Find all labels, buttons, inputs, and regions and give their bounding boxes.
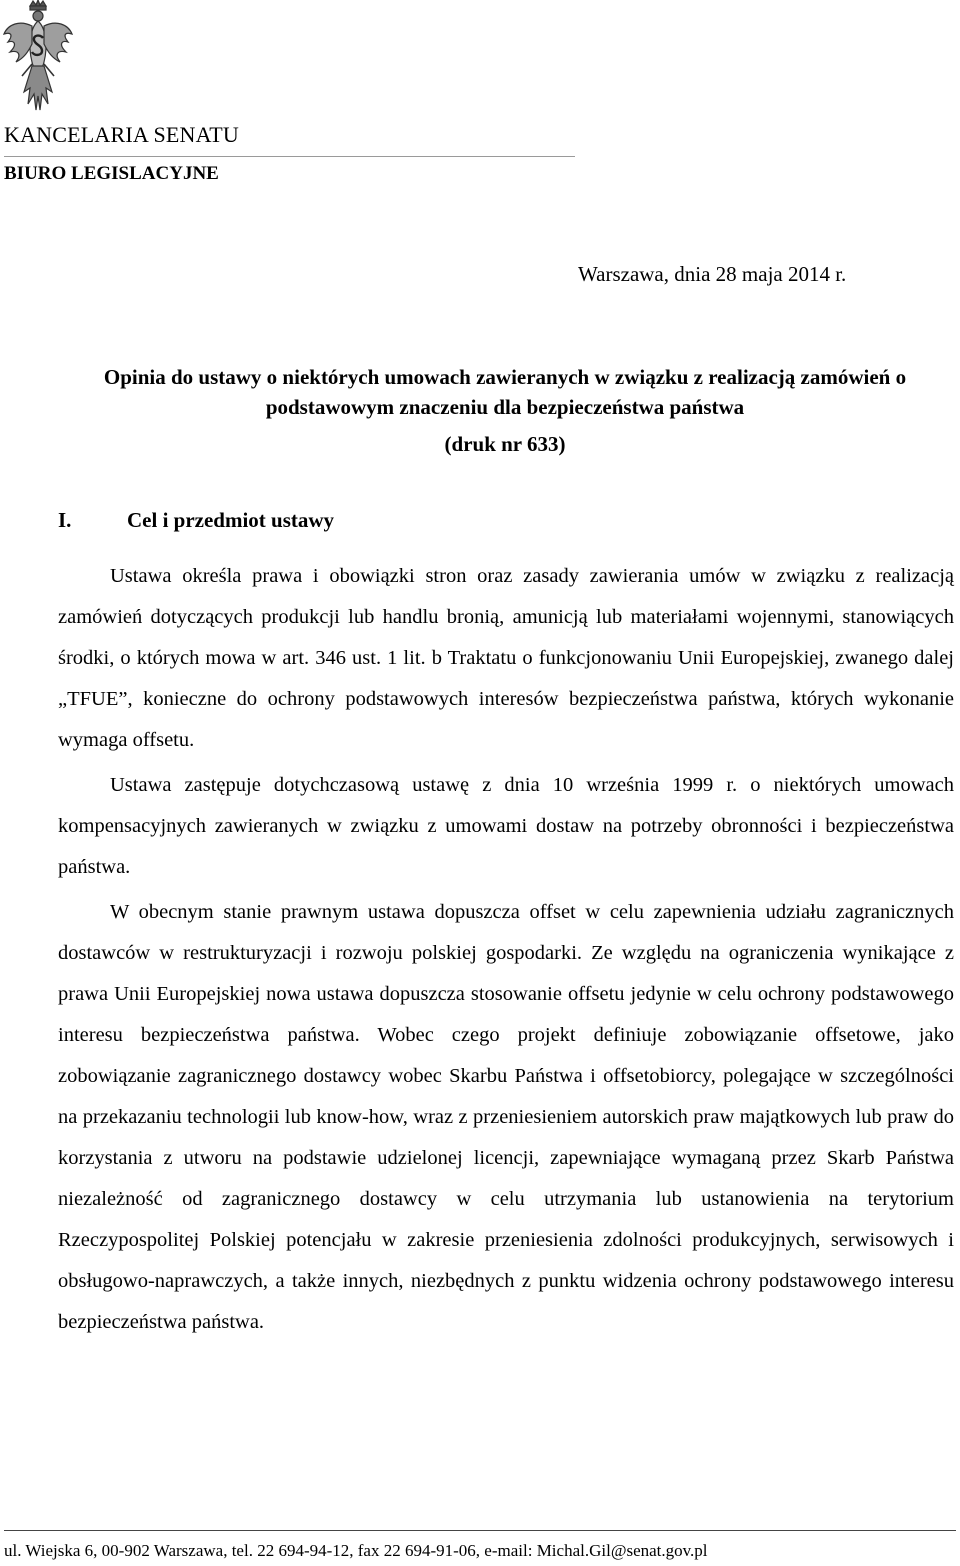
department-name: BIURO LEGISLACYJNE [4,163,219,184]
section-number: I. [58,508,72,532]
organization-name: KANCELARIA SENATU [4,122,240,147]
section-body [58,556,954,1343]
document-subtitle: (druk nr 633) [444,432,566,456]
body-paragraph: Ustawa określa prawa i obowiązki stron oraz zasady zawierania umów w związku z realizacją zamówień dotyczących produkcji lub handlu bronią, amunicją lub materiałami wojennymi, stanowiących środki, o których mowa w art. 346 ust. 1 lit. b Traktatu o funkcjonowaniu Unii Europejskiej, zwanego dalej „TFUE”, konieczne do ochrony podstawowych interesów bezpieczeństwa państwa, których wykonanie wymaga offsetu. [58,565,954,751]
document-title: Opinia do ustawy o niektórych umowach zawieranych w związku z realizacją zamówień o podstawowym znaczeniu dla bezpieczeństwa państwa [103,365,907,419]
body-paragraph: W obecnym stanie prawnym ustawa dopuszcza offset w celu zapewnienia udziału zagranicznych dostawców w restrukturyzacji i rozwoju polskiej gospodarki. Ze względu na ograniczenia wynikające z prawa Unii Europejskiej nowa ustawa dopuszcza stosowanie offsetu jedynie w celu ochrony podstawowego interesu bezpieczeństwa państwa. Wobec czego projekt definiuje zobowiązanie offsetowe, jako zobowiązanie zagranicznego dostawcy wobec Skarbu Państwa i offsetobiorcy, polegające w szczególności na przekazaniu technologii lub know-how, wraz z przeniesieniem autorskich praw majątkowych lub praw do korzystania z utworu na podstawie udzielonej licencji, zapewniające wymaganą przez Skarb Państwa niezależność od zagranicznego dostawcy w celu utrzymania lub ustanowienia na terytorium Rzeczypospolitej Polskiej potencjału w zakresie przeniesienia zdolności produkcyjnych, serwisowych i obsługowo-naprawczych, a także innych, niezbędnych z punktu widzenia ochrony podstawowego interesu bezpieczeństwa państwa. [58,901,954,1333]
footer-contact: ul. Wiejska 6, 00-902 Warszawa, tel. 22 694-94-12, fax 22 694-91-06, e-mail: Michal.Gil@senat.gov.pl [4,1541,708,1560]
footer-divider [4,1530,956,1531]
senate-eagle-emblem-icon [2,0,74,118]
body-paragraph: Ustawa zastępuje dotychczasową ustawę z dnia 10 września 1999 r. o niektórych umowach kompensacyjnych zawieranych w związku z umowami dostaw na potrzeby obronności i bezpieczeństwa państwa. [58,774,954,878]
section-heading: Cel i przedmiot ustawy [127,508,335,532]
letterhead-divider [4,156,575,157]
date-line: Warszawa, dnia 28 maja 2014 r. [578,262,847,286]
